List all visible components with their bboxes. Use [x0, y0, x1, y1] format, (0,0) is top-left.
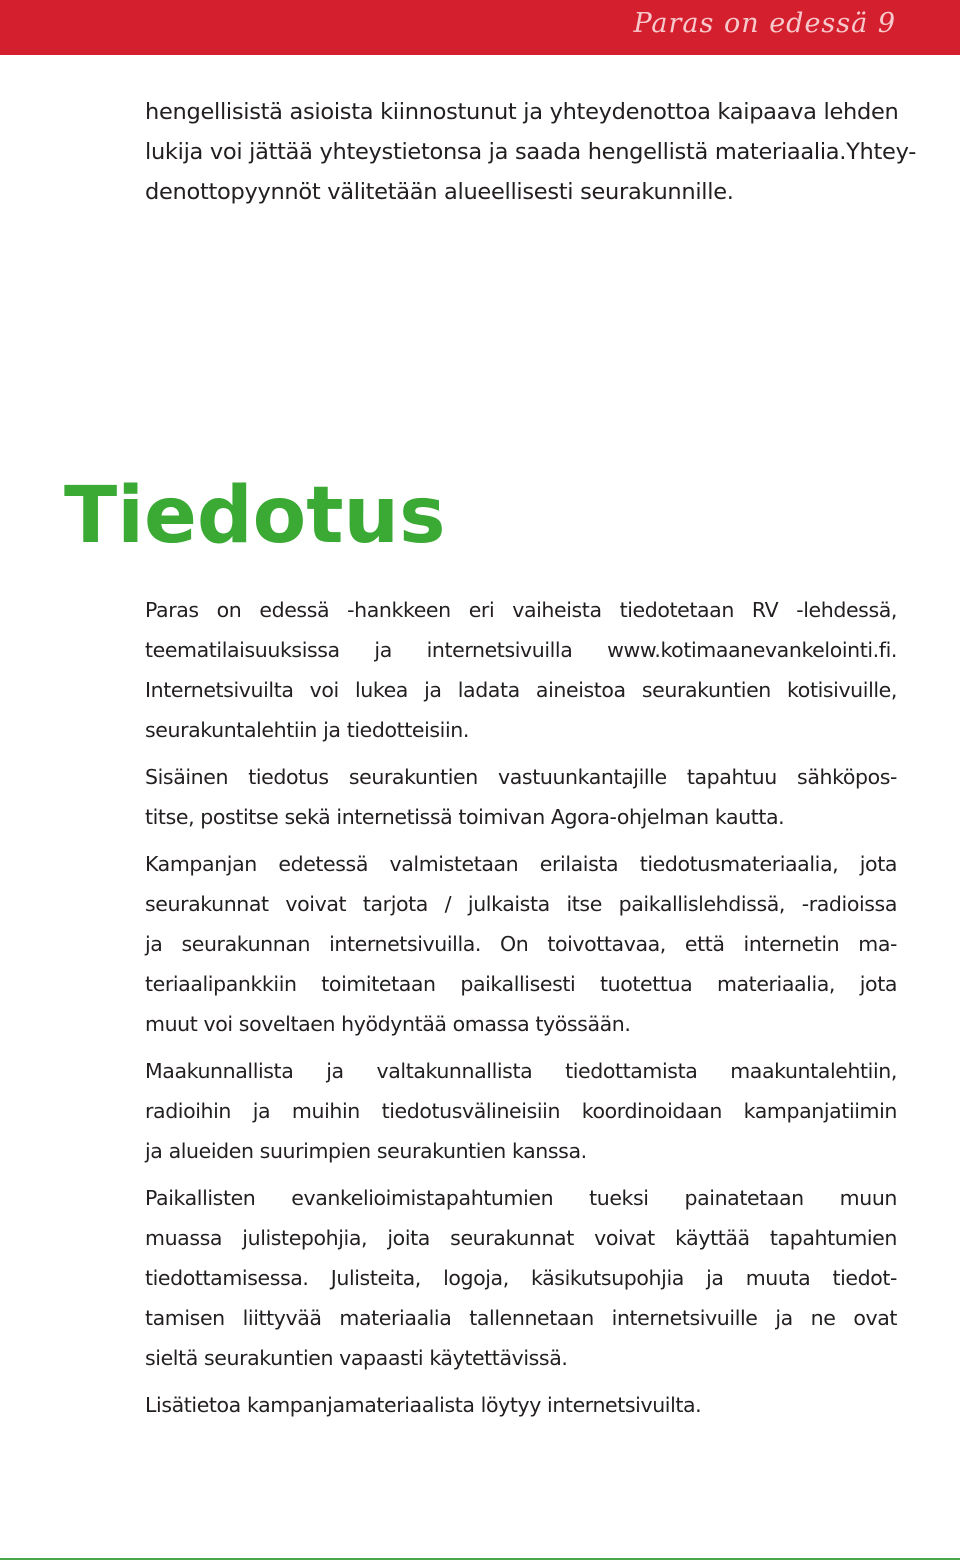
running-header-title: Paras on edessä 9 — [633, 8, 896, 39]
intro-line: denottopyynnöt välitetään alueellisesti seurakunnille. — [145, 179, 734, 205]
paragraph-local-events — [145, 1178, 897, 1378]
text-line: sieltä seurakuntien vapaasti käytettävissä. — [145, 1346, 568, 1370]
text-line: teematilaisuuksissa ja internetsivuilla www.kotimaanevankelointi.fi. — [145, 638, 897, 662]
page-header-band — [0, 0, 960, 55]
text-line: Sisäinen tiedotus seurakuntien vastuunkantajille tapahtuu sähköpos- — [145, 765, 897, 789]
intro-paragraph — [145, 92, 917, 212]
text-line: Maakunnallista ja valtakunnallista tiedottamista maakuntalehtiin, — [145, 1059, 897, 1083]
text-line: teriaalipankkiin toimitetaan paikallisesti tuotettua materiaalia, jota — [145, 972, 897, 996]
text-line: radioihin ja muihin tiedotusvälineisiin koordinoidaan kampanjatiimin — [145, 1099, 897, 1123]
text-line: tamisen liittyvää materiaalia tallennetaan internetsivuille ja ne ovat — [145, 1306, 897, 1330]
text-line: Paras on edessä -hankkeen eri vaiheista tiedotetaan RV -lehdessä, — [145, 598, 897, 622]
text-line: tiedottamisessa. Julisteita, logoja, käsikutsupohjia ja muuta tiedot- — [145, 1266, 897, 1290]
paragraph-regional-communication — [145, 1051, 897, 1171]
text-line: muassa julistepohjia, joita seurakunnat voivat käyttää tapahtumien — [145, 1226, 897, 1250]
intro-line: lukija voi jättää yhteystietonsa ja saada hengellistä materiaalia.Yhtey- — [145, 139, 917, 165]
text-line: ja alueiden suurimpien seurakuntien kanssa. — [145, 1139, 587, 1163]
bottom-rule — [0, 1558, 960, 1560]
paragraph-more-info — [145, 1385, 897, 1425]
paragraph-campaign-materials — [145, 844, 897, 1044]
text-line: Kampanjan edetessä valmistetaan erilaista tiedotusmateriaalia, jota — [145, 852, 897, 876]
text-line: seurakuntalehtiin ja tiedotteisiin. — [145, 718, 469, 742]
paragraph-internal-communication — [145, 757, 897, 837]
section-heading: Tiedotus — [64, 471, 446, 561]
text-line: Internetsivuilta voi lukea ja ladata aineistoa seurakuntien kotisivuille, — [145, 678, 897, 702]
text-line: seurakunnat voivat tarjota / julkaista itse paikallislehdissä, -radioissa — [145, 892, 897, 916]
text-line: Lisätietoa kampanjamateriaalista löytyy internetsivuilta. — [145, 1393, 702, 1417]
text-line: Paikallisten evankelioimistapahtumien tueksi painatetaan muun — [145, 1186, 897, 1210]
text-line: titse, postitse sekä internetissä toimivan Agora-ohjelman kautta. — [145, 805, 785, 829]
paragraph-tiedotus-channels — [145, 590, 897, 750]
text-line: muut voi soveltaen hyödyntää omassa työssään. — [145, 1012, 631, 1036]
intro-line: hengellisistä asioista kiinnostunut ja yhteydenottoa kaipaava lehden — [145, 99, 899, 125]
text-line: ja seurakunnan internetsivuilla. On toivottavaa, että internetin ma- — [145, 932, 897, 956]
section-body — [145, 590, 897, 1432]
